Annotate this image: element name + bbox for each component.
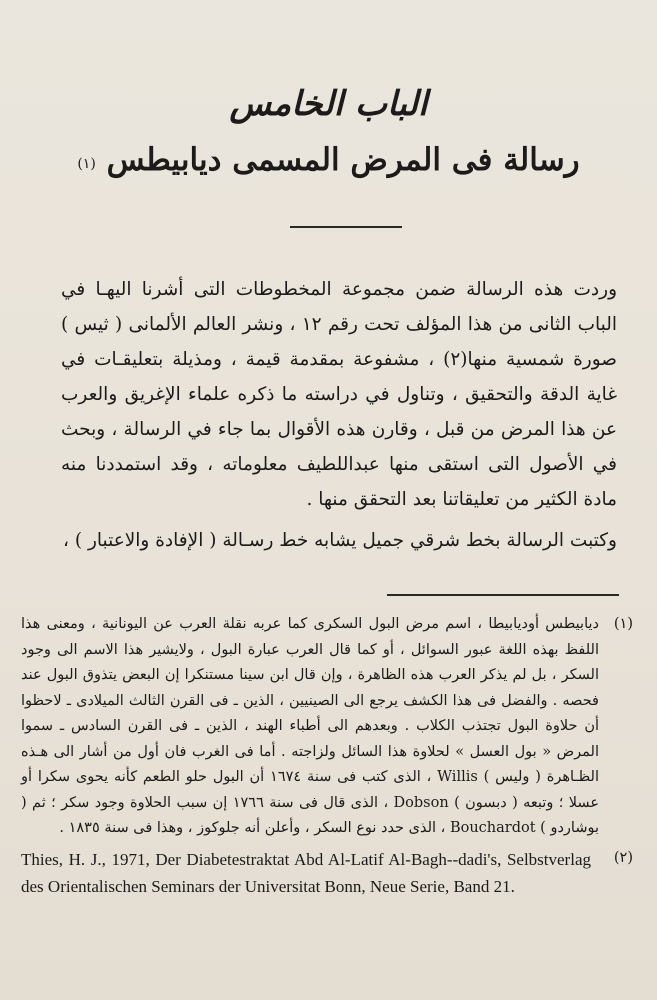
footnote-1 — [21, 612, 633, 842]
subtitle-footnote-ref: (١) — [77, 156, 96, 172]
title-block — [0, 82, 657, 180]
chapter-heading: الباب الخامس — [229, 84, 428, 124]
footnote-2 — [21, 846, 633, 900]
footnote-divider — [387, 594, 619, 596]
body-text — [61, 272, 617, 558]
footnote-text: ديابيطس أوديابيطا ، اسم مرض البول السكرى كما عربه نقلة العرب عن اليونانية ، ومعنى هذا اللفظ بهذه اللغة عبور السوائل ، أو كما قال العرب عبارة البول ، ولايشير هذا الاسم الى وجود السكر ، بل لم يذكر العرب هذه الظاهرة ، وإن قال ابن سينا مستنكرا إن البعض يتذوق البول عند فحصه . والفضل فى هذا الكشف يرجع الى الصينيين ، الذين ـ فى القرن الثالث الميلادى ـ لاحظوا أن حلاوة البول تجتذب الكلاب . وبعدهم الى أطباء الهند ، الذين ـ فى القرن السادس ـ سموا المرض « بول العسل » لحلاوة هذا السائل ولزاجته . أما فى الغرب فان أول من أشار الى هـذه الظـاهرة ( وليس ) Willis ، الذى كتب فى سنة ١٦٧٤ أن البول حلو الطعم كأنه يحوى سكرا أو عسلا ؛ وتبعه ( دبسون ) Dobson ، الذى قال فى سنة ١٧٦٦ إن سبب الحلاوة وجود سكر ؛ ثم ( بوشاردو ) Bouchardot ، الذى حدد نوع السكر ، وأعلن أنه جلوكوز ، وهذا فى سنة ١٨٣٥ . — [21, 616, 599, 836]
subtitle-text: رسالة فى المرض المسمى ديابيطس — [106, 142, 580, 178]
chapter-subtitle — [0, 140, 657, 180]
footnotes — [21, 612, 633, 900]
footnote-number: (١) — [613, 616, 633, 632]
body-paragraph: وردت هذه الرسالة ضمن مجموعة المخطوطات التى أشرنا اليهـا في الباب الثانى من هذا المؤلف تحت رقم ١٢ ، ونشر العالم الألمانى ( ثيس ) صورة شمسية منها(٢) ، مشفوعة بمقدمة قيمة ، ومذيلة بتعليقـات في غاية الدقة والتحقيق ، وتناول في دراسته ما ذكره علماء الإغريق والعرب عن هذا المرض من قبل ، وقارن هذه الأقوال بما جاء في الرسالة ، وبحث في الأصول التى استقى منها عبداللطيف معلوماته ، وقد استمددنا منه مادة الكثير من تعليقاتنا بعد التحقق منها . — [61, 279, 618, 510]
footnote-text: Thies, H. J., 1971, Der Diabetestraktat Abd Al-Latif Al-Bagh--dadi's, Selbstverlag des Orientalischen Seminars der Universitat Bonn, Neue Serie, Band 21. — [21, 849, 591, 896]
title-divider — [290, 226, 402, 228]
body-last-line: وكتبت الرسالة بخط شرقي جميل يشابه خط رسـالة ( الإفادة والاعتبار ) ، — [63, 530, 617, 551]
footnote-number: (٢) — [613, 849, 633, 866]
